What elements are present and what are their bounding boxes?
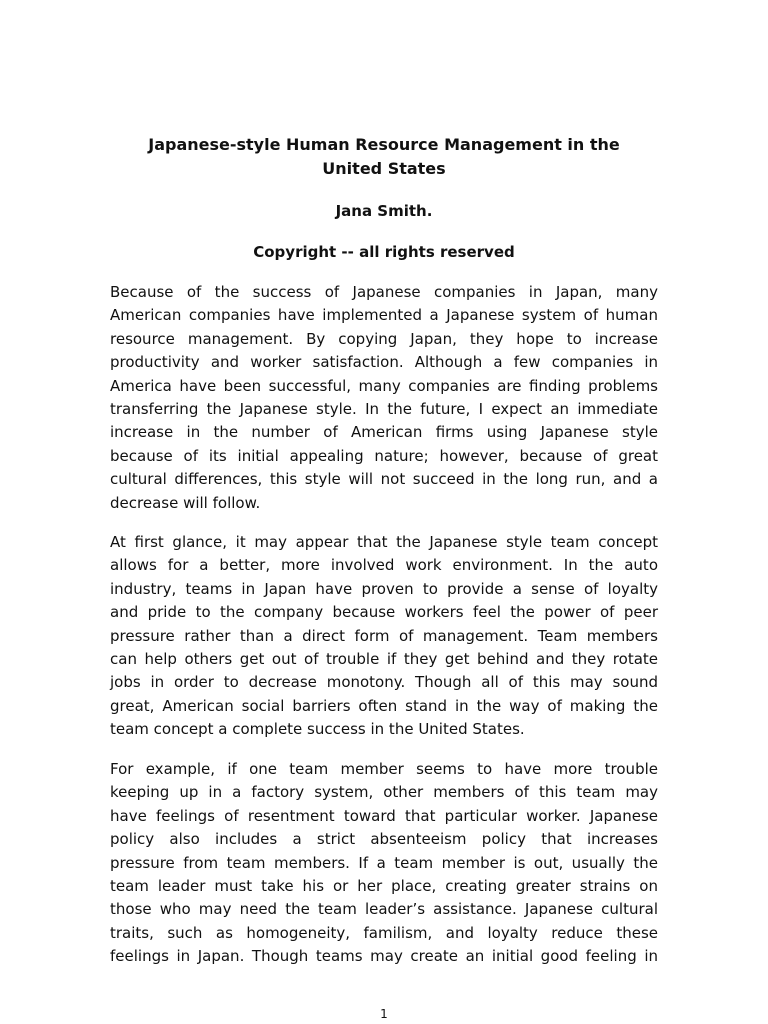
document-title	[110, 133, 658, 181]
paragraph-line: those who may need the team leader’s assistance. Japanese cultural	[110, 900, 658, 919]
page-number: 1	[380, 1007, 388, 1021]
paragraph-line: keeping up in a factory system, other members of this team may	[110, 783, 658, 802]
paragraph-line: For example, if one team member seems to have more trouble	[110, 760, 658, 778]
paragraph-3	[110, 758, 658, 969]
paragraph-line: policy also includes a strict absenteeism policy that increases	[110, 830, 658, 849]
paragraph-line: traits, such as homogeneity, familism, and loyalty reduce these	[110, 923, 658, 942]
paragraph-line: can help others get out of trouble if they get behind and they rotate	[110, 650, 658, 669]
paragraph-1	[110, 281, 658, 515]
paragraph-line: resource management. By copying Japan, they hope to increase	[110, 329, 658, 348]
paragraph-line: American companies have implemented a Japanese system of human	[110, 306, 658, 325]
paragraph-line: because of its initial appealing nature; however, because of great	[110, 446, 658, 465]
title-line-1: Japanese-style Human Resource Management in the	[148, 135, 620, 154]
paragraph-line: feelings in Japan. Though teams may create an initial good feeling in	[110, 947, 658, 966]
paragraph-line: decrease will follow.	[110, 493, 261, 512]
paragraph-line: Because of the success of Japanese companies in Japan, many	[110, 283, 658, 301]
paragraph-line: and pride to the company because workers feel the power of peer	[110, 603, 658, 622]
paragraph-line: transferring the Japanese style. In the future, I expect an immediate	[110, 400, 658, 419]
paragraph-line: America have been successful, many companies are finding problems	[110, 376, 658, 395]
title-line-2: United States	[322, 159, 446, 178]
paragraph-2	[110, 531, 658, 742]
paragraph-line: great, American social barriers often stand in the way of making the	[110, 696, 658, 715]
paragraph-line: pressure rather than a direct form of management. Team members	[110, 626, 658, 645]
paragraph-line: jobs in order to decrease monotony. Though all of this may sound	[110, 673, 658, 692]
paragraph-line: increase in the number of American firms using Japanese style	[110, 423, 658, 442]
copyright-notice: Copyright -- all rights reserved	[253, 243, 515, 261]
paragraph-line: cultural differences, this style will not succeed in the long run, and a	[110, 470, 658, 489]
paragraph-line: pressure from team members. If a team member is out, usually the	[110, 853, 658, 872]
paragraph-line: team concept a complete success in the United States.	[110, 720, 525, 739]
paragraph-line: At first glance, it may appear that the Japanese style team concept	[110, 533, 658, 551]
author-name: Jana Smith.	[335, 202, 433, 220]
paragraph-line: have feelings of resentment toward that particular worker. Japanese	[110, 806, 658, 825]
paragraph-line: industry, teams in Japan have proven to provide a sense of loyalty	[110, 579, 658, 598]
paragraph-line: productivity and worker satisfaction. Although a few companies in	[110, 353, 658, 372]
paragraph-line: allows for a better, more involved work environment. In the auto	[110, 556, 658, 575]
paragraph-line: team leader must take his or her place, creating greater strains on	[110, 877, 658, 896]
